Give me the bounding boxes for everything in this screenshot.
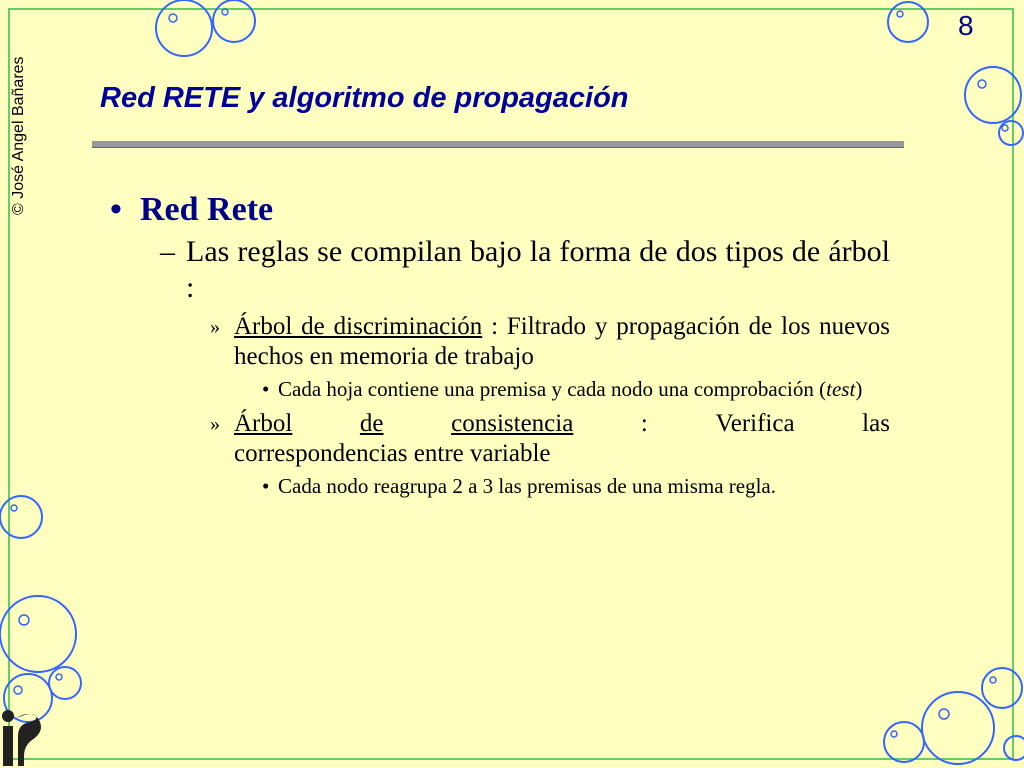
justified-line [234,409,890,439]
bubble [884,722,924,762]
title-rule [92,141,904,148]
bullet-text: Cada nodo reagrupa 2 a 3 las premisas de una misma regla. [278,474,777,498]
bullet-level-4 [260,376,890,403]
bubble [213,0,255,42]
emphasis-test: test [826,377,856,401]
colon: : [640,410,648,437]
bullet-level-1 [110,190,890,230]
bullet-text: Cada hoja contiene una premisa y cada nodo una comprobación ( [278,377,827,401]
bubble [888,2,928,42]
slide-title: Red RETE y algoritmo de propagación [100,82,629,114]
dash-icon: – [160,235,175,268]
bullet-level-3 [210,409,890,469]
article: las [862,410,890,437]
copyright-text: © José Angel Bañares [10,56,27,215]
term-discriminacion: Árbol de discriminación [234,313,483,340]
bullet-text: Red Rete [140,191,274,228]
bubble [999,121,1023,145]
bullet-text: Las reglas se compilan bajo la forma de dos tipos de árbol : [186,235,890,304]
bullet-level-2 [160,234,890,306]
bubble [0,496,42,538]
bullet-text-end: ) [855,377,863,401]
small-dot-icon: • [262,474,270,498]
bubble [1004,736,1024,760]
bullet-text: correspondencias entre variable [234,440,551,467]
bubble [49,667,81,699]
bubble [982,668,1022,708]
page-number: 8 [958,10,974,41]
term-word: consistencia [451,410,574,437]
bullet-level-4 [260,473,890,500]
bullet-dot-icon: • [110,191,122,228]
slide-body [110,190,890,506]
bubble [156,0,212,56]
bubble [0,596,76,672]
bubble [965,67,1021,123]
bubble [922,692,994,764]
bullet-level-3 [210,312,890,372]
verb: Verifica [715,410,795,437]
logo-icon [2,710,41,766]
term-word: Árbol [234,410,293,437]
small-dot-icon: • [262,377,270,401]
guillemet-icon: » [210,316,220,338]
term-word: de [359,410,384,437]
guillemet-icon: » [210,413,220,435]
bullet-text: : Filtrado y propagación de los nuevos hechos en memoria de trabajo [234,313,890,370]
